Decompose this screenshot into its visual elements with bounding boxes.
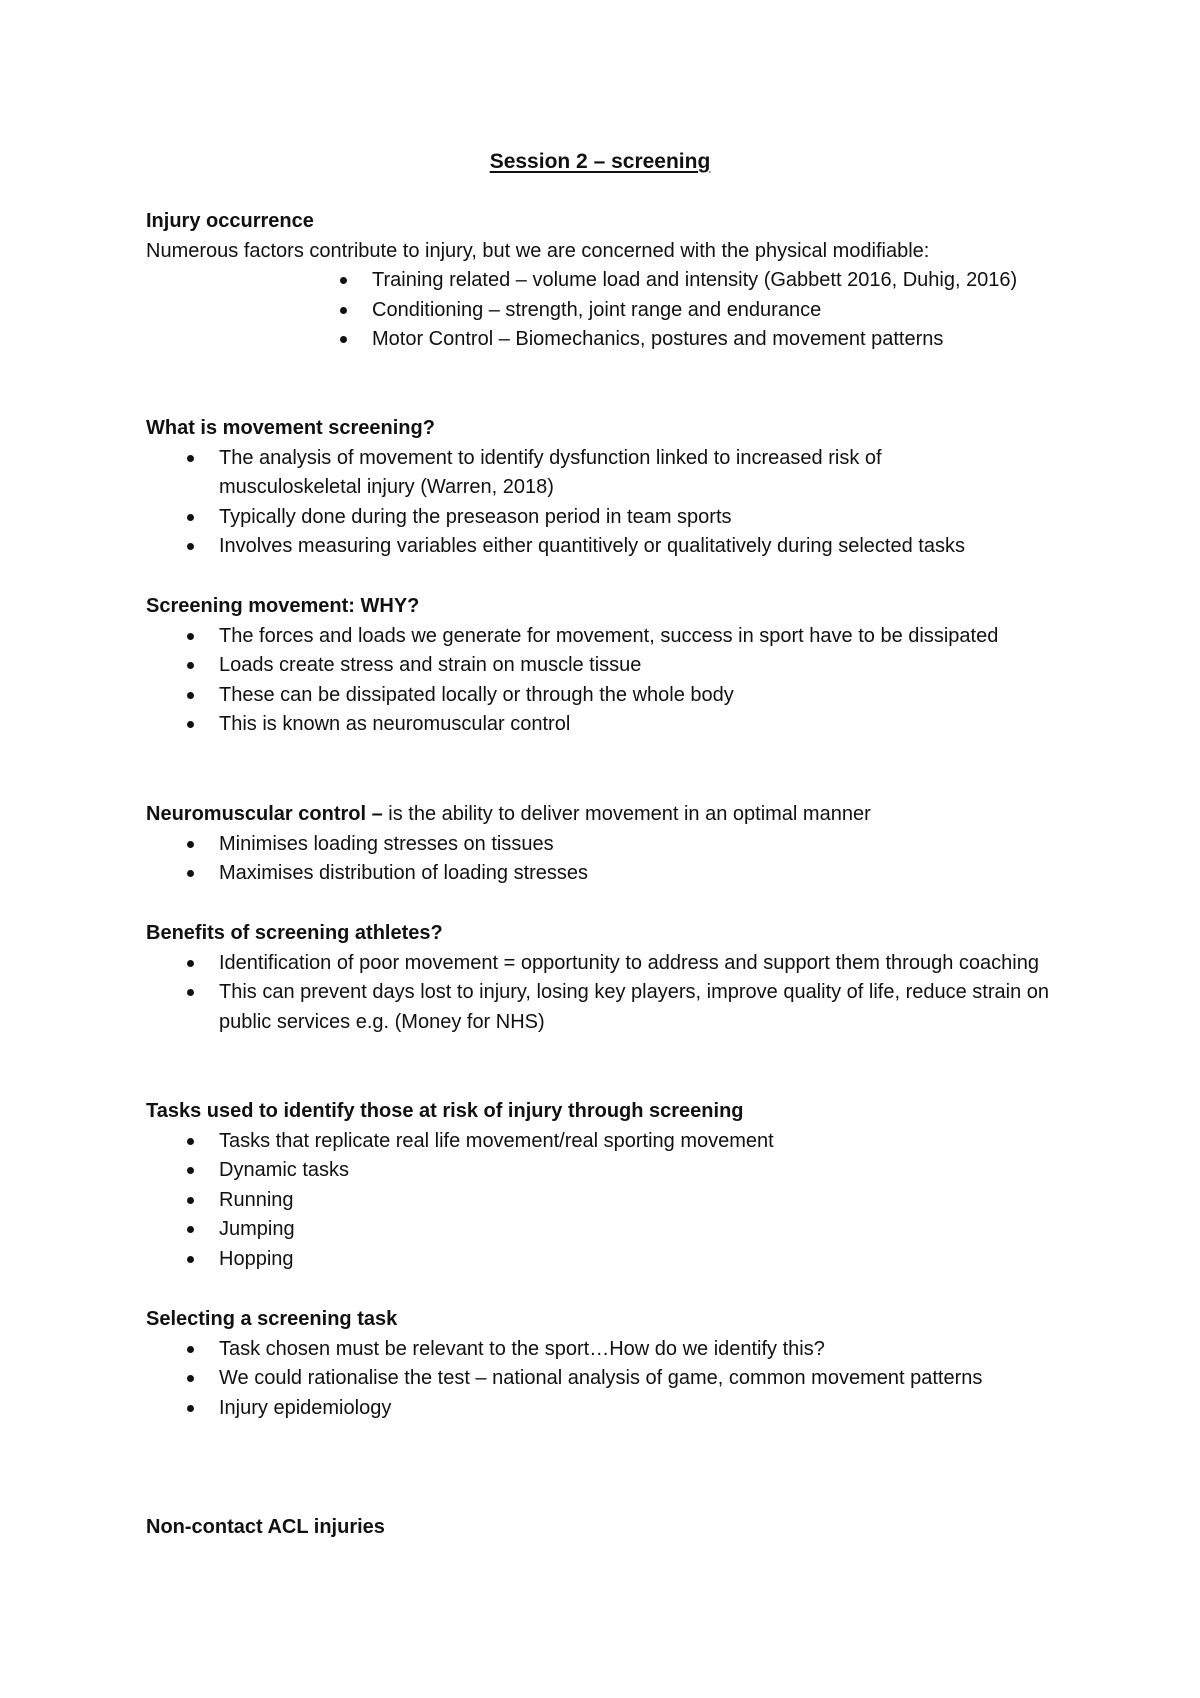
list-item: Task chosen must be relevant to the sport…How do we identify this?: [146, 1335, 1086, 1365]
bullet-list: [146, 1335, 1086, 1424]
list-item: Training related – volume load and intensity (Gabbett 2016, Duhig, 2016): [146, 266, 1172, 296]
section-heading: Benefits of screening athletes?: [146, 922, 443, 944]
section-heading: Injury occurrence: [146, 210, 314, 232]
list-item: We could rationalise the test – national analysis of game, common movement patterns: [146, 1364, 1019, 1394]
list-item: Injury epidemiology: [146, 1394, 1086, 1424]
section-heading: [146, 800, 1086, 830]
list-item: Identification of poor movement = opportunity to address and support them through coaching: [146, 949, 1089, 979]
section-what-is-movement-screening: [146, 414, 1086, 562]
section-heading: Tasks used to identify those at risk of injury through screening: [146, 1100, 744, 1122]
section-tasks: [146, 1097, 1086, 1274]
list-item: This is known as neuromuscular control: [146, 710, 1086, 740]
list-item: Dynamic tasks: [146, 1156, 1086, 1186]
list-item: This can prevent days lost to injury, losing key players, improve quality of life, reduce strain on public services e.g. (Money for NHS): [146, 978, 1079, 1037]
list-item: Tasks that replicate real life movement/real sporting movement: [146, 1127, 1086, 1157]
section-heading: Screening movement: WHY?: [146, 595, 420, 617]
section-heading: Selecting a screening task: [146, 1308, 398, 1330]
section-neuromuscular-control: [146, 800, 1086, 889]
heading-bold: Neuromuscular control –: [146, 803, 383, 825]
heading-rest: is the ability to deliver movement in an optimal manner: [382, 803, 871, 825]
list-item: Motor Control – Biomechanics, postures and movement patterns: [146, 325, 1086, 355]
page-title: Session 2 – screening: [489, 150, 711, 173]
section-intro: Numerous factors contribute to injury, but we are concerned with the physical modifiable:: [146, 239, 930, 262]
bullet-list: [146, 830, 1086, 889]
list-item: Running: [146, 1186, 1086, 1216]
list-item: Maximises distribution of loading stresses: [146, 859, 1086, 889]
list-item: Involves measuring variables either quantitively or qualitatively during selected tasks: [146, 532, 1086, 562]
list-item: Typically done during the preseason period in team sports: [146, 503, 1086, 533]
bullet-list: [146, 266, 1086, 355]
list-item: Minimises loading stresses on tissues: [146, 830, 1086, 860]
bullet-list: [146, 622, 1086, 740]
list-item: Jumping: [146, 1215, 1086, 1245]
bullet-list: [146, 444, 1086, 562]
list-item: Loads create stress and strain on muscle tissue: [146, 651, 1086, 681]
bullet-list: [146, 1127, 1086, 1275]
bullet-list: [146, 949, 1086, 1038]
list-item: The analysis of movement to identify dysfunction linked to increased risk of musculoskeletal injury (Warren, 2018): [146, 444, 1009, 503]
section-selecting-task: [146, 1305, 1086, 1423]
list-item: The forces and loads we generate for movement, success in sport have to be dissipated: [146, 622, 1019, 652]
list-item: Hopping: [146, 1245, 1086, 1275]
list-item: Conditioning – strength, joint range and endurance: [146, 296, 1086, 326]
section-heading: Non-contact ACL injuries: [146, 1516, 385, 1538]
section-heading: What is movement screening?: [146, 417, 435, 439]
section-benefits: [146, 919, 1086, 1037]
section-screening-why: [146, 592, 1086, 740]
section-acl-injuries: [146, 1513, 1086, 1543]
section-injury-occurrence: [146, 207, 1086, 355]
list-item: These can be dissipated locally or through the whole body: [146, 681, 1086, 711]
